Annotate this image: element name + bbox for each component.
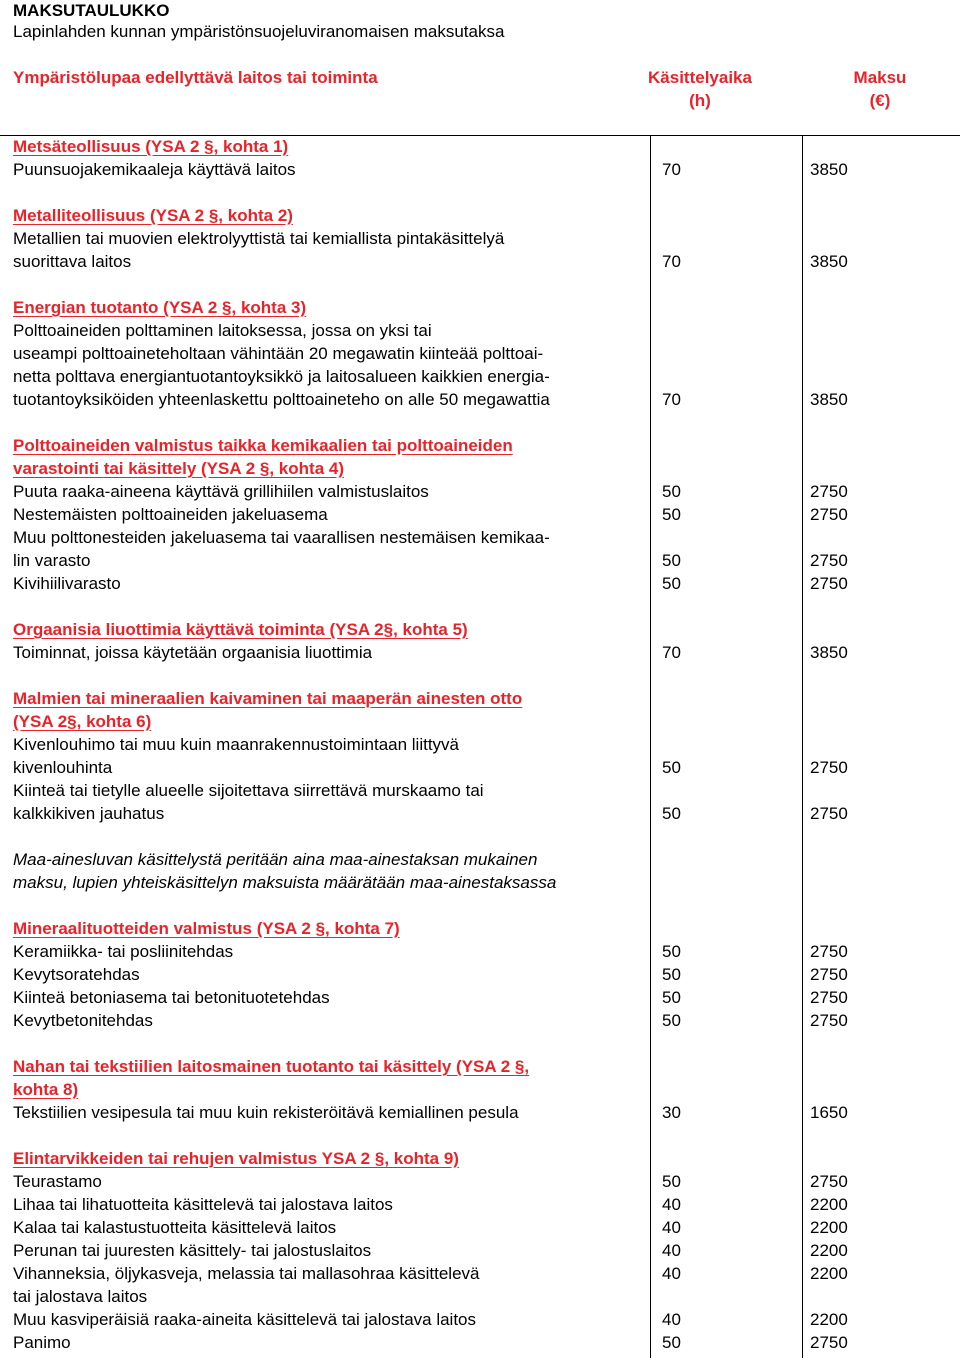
section-title: Metsäteollisuus (YSA 2 §, kohta 1)	[13, 137, 289, 156]
column-header-fee: Maksu (€)	[853, 68, 907, 110]
activity-label: Keramiikka- tai posliinitehdas	[13, 942, 234, 961]
activity-label: Polttoaineiden polttaminen laitoksessa, jossa on yksi tai useampi polttoaineteholtaan vähintään 20 megawatin kiinteää polttoai- netta polttava energiantuotantoyksikkö ja laitosalueen kaikkien energia- tuotantoyksiköiden yhteenlaskettu polttoaineteho on alle 50 megawattia	[13, 321, 550, 409]
section-title: Polttoaineiden valmistus taikka kemikaalien tai polttoaineiden varastointi tai käsittely (YSA 2 §, kohta 4)	[13, 436, 513, 478]
activity-label: Perunan tai juuresten käsittely- tai jalostuslaitos	[13, 1241, 372, 1260]
section-title: Metalliteollisuus (YSA 2 §, kohta 2)	[13, 206, 293, 225]
fee-value: 2750	[810, 965, 848, 984]
processing-time-value: 70	[662, 643, 681, 662]
activity-label: Metallien tai muovien elektrolyyttistä tai kemiallista pintakäsittelyä suorittava laitos	[13, 229, 505, 271]
processing-time-value: 40	[662, 1218, 681, 1237]
activity-label: Nestemäisten polttoaineiden jakeluasema	[13, 505, 328, 524]
fee-value: 2200	[810, 1195, 848, 1214]
processing-time-value: 50	[662, 942, 681, 961]
page-subtitle: Lapinlahden kunnan ympäristönsuojeluviranomaisen maksutaksa	[13, 22, 505, 41]
page-title: MAKSUTAULUKKO	[13, 1, 170, 20]
processing-time-value: 50	[662, 758, 681, 777]
fee-value: 2750	[810, 1333, 848, 1352]
fee-value: 2750	[810, 551, 848, 570]
activity-label: Teurastamo	[13, 1172, 102, 1191]
processing-time-value: 50	[662, 574, 681, 593]
processing-time-value: 40	[662, 1195, 681, 1214]
section-title: Nahan tai tekstiilien laitosmainen tuotanto tai käsittely (YSA 2 §, kohta 8)	[13, 1057, 530, 1099]
processing-time-value: 50	[662, 965, 681, 984]
column-header-processing-time: Käsittelyaika (h)	[648, 68, 752, 110]
fee-value: 3850	[810, 252, 848, 271]
fee-value: 2750	[810, 988, 848, 1007]
fee-value: 2200	[810, 1218, 848, 1237]
fee-value: 2750	[810, 1011, 848, 1030]
section-title: Mineraalituotteiden valmistus (YSA 2 §, kohta 7)	[13, 919, 400, 938]
section-title: Energian tuotanto (YSA 2 §, kohta 3)	[13, 298, 307, 317]
activity-label: Vihanneksia, öljykasveja, melassia tai mallasohraa käsittelevä tai jalostava laitos	[13, 1264, 480, 1306]
fee-value: 2750	[810, 505, 848, 524]
processing-time-value: 50	[662, 505, 681, 524]
processing-time-value: 50	[662, 1172, 681, 1191]
fee-value: 2750	[810, 758, 848, 777]
fee-value: 2750	[810, 1172, 848, 1191]
processing-time-value: 40	[662, 1241, 681, 1260]
activity-label: Kalaa tai kalastustuotteita käsittelevä laitos	[13, 1218, 337, 1237]
section-title: Orgaanisia liuottimia käyttävä toiminta (YSA 2§, kohta 5)	[13, 620, 468, 639]
section-title: Malmien tai mineraalien kaivaminen tai maaperän ainesten otto (YSA 2§, kohta 6)	[13, 689, 523, 731]
activity-label: Toiminnat, joissa käytetään orgaanisia liuottimia	[13, 643, 373, 662]
fee-value: 3850	[810, 643, 848, 662]
processing-time-value: 70	[662, 160, 681, 179]
processing-time-value: 40	[662, 1264, 681, 1283]
processing-time-value: 70	[662, 390, 681, 409]
processing-time-value: 30	[662, 1103, 681, 1122]
activity-label: Kevytbetonitehdas	[13, 1011, 153, 1030]
activity-label: Muu polttonesteiden jakeluasema tai vaarallisen nestemäisen kemikaa- lin varasto	[13, 528, 550, 570]
fee-value: 2200	[810, 1264, 848, 1283]
processing-time-value: 50	[662, 482, 681, 501]
fee-value: 2750	[810, 574, 848, 593]
fee-value: 2200	[810, 1310, 848, 1329]
processing-time-value: 50	[662, 1011, 681, 1030]
activity-label: Tekstiilien vesipesula tai muu kuin rekisteröitävä kemiallinen pesula	[13, 1103, 519, 1122]
activity-label: Puunsuojakemikaaleja käyttävä laitos	[13, 160, 296, 179]
processing-time-value: 50	[662, 804, 681, 823]
fee-value: 1650	[810, 1103, 848, 1122]
processing-time-value: 50	[662, 988, 681, 1007]
fee-value: 3850	[810, 160, 848, 179]
activity-label: Kiinteä tai tietylle alueelle sijoitettava siirrettävä murskaamo tai kalkkikiven jauhatus	[13, 781, 484, 823]
activity-label: Kevytsoratehdas	[13, 965, 140, 984]
section-title: Elintarvikkeiden tai rehujen valmistus YSA 2 §, kohta 9)	[13, 1149, 459, 1168]
activity-label: Muu kasviperäisiä raaka-aineita käsittelevä tai jalostava laitos	[13, 1310, 477, 1329]
activity-label: Kivenlouhimo tai muu kuin maanrakennustoimintaan liittyvä kivenlouhinta	[13, 735, 460, 777]
fee-value: 2750	[810, 804, 848, 823]
fee-value: 3850	[810, 390, 848, 409]
activity-label: Kivihiilivarasto	[13, 574, 121, 593]
fee-value: 2750	[810, 942, 848, 961]
activity-label: Kiinteä betoniasema tai betonituotetehdas	[13, 988, 330, 1007]
processing-time-value: 40	[662, 1310, 681, 1329]
note-text: Maa-ainesluvan käsittelystä peritään aina maa-ainestaksan mukainen maksu, lupien yhteiskäsittelyn maksuista määrätään maa-ainestaksassa	[13, 850, 557, 892]
fee-value: 2750	[810, 482, 848, 501]
activity-label: Lihaa tai lihatuotteita käsittelevä tai jalostava laitos	[13, 1195, 393, 1214]
column-header-activity: Ympäristölupaa edellyttävä laitos tai toiminta	[13, 68, 378, 87]
fee-value: 2200	[810, 1241, 848, 1260]
processing-time-value: 50	[662, 1333, 681, 1352]
processing-time-value: 50	[662, 551, 681, 570]
processing-time-value: 70	[662, 252, 681, 271]
activity-label: Puuta raaka-aineena käyttävä grillihiilen valmistuslaitos	[13, 482, 429, 501]
activity-label: Panimo	[13, 1333, 71, 1352]
